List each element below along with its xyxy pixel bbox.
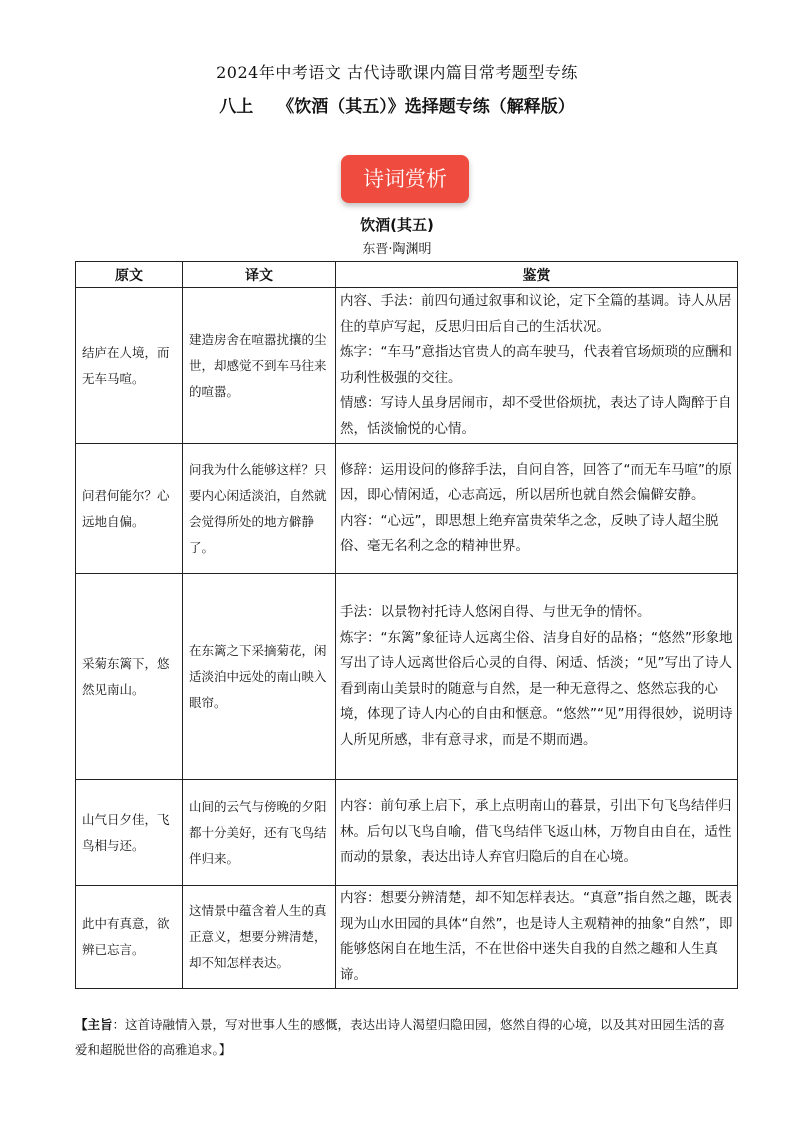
appreciation-text: 内容、手法：前四句通过叙事和议论，定下全篇的基调。诗人从居住的草庐写起，反思归田后自己的生活状况。 (340, 293, 732, 335)
translation-cell: 在东篱之下采摘菊花，闲适淡泊中远处的南山映入眼帘。 (183, 574, 336, 780)
summary-text: ：这首诗融情入景，写对世事人生的感慨，表达出诗人渴望归隐田园，悠然自得的心境，以及其对田园生活的喜爱和超脱世俗的高雅追求。】 (75, 1017, 726, 1057)
appreciation-text: 修辞：运用设问的修辞手法，自问自答，回答了“而无车马喧”的原因，即心情闲适，心志高远，所以居所也就自然会偏僻安静。 (340, 461, 732, 503)
appreciation-cell (336, 444, 738, 574)
page-title: 2024年中考语文 古代诗歌课内篇目常考题型专练 (216, 63, 578, 82)
appreciation-text: 内容：想要分辨清楚，却不知怎样表达。“真意”指自然之趣，既表现为山水田园的具体“自然”，也是诗人主观精神的抽象“自然”，即能够悠闲自在地生活，不在世俗中迷失自我的自然之趣和人生真谛。 (340, 890, 733, 983)
appreciation-cell (336, 886, 738, 989)
poem-title: 饮酒(其五) (360, 216, 434, 234)
appreciation-text: 情感：写诗人虽身居闹市，却不受世俗烦扰，表达了诗人陶醉于自然，恬淡愉悦的心情。 (340, 395, 732, 437)
table-row (76, 288, 738, 444)
table-row (76, 574, 738, 780)
summary-label: 【主旨 (75, 1017, 113, 1032)
original-cell: 问君何能尔？心远地自偏。 (76, 444, 183, 574)
appreciation-text: 内容：前句承上启下，承上点明南山的暮景，引出下句飞鸟结伴归林。后句以飞鸟自喻，借飞鸟结伴飞返山林，万物自由自在，适性而动的景象，表达出诗人弃官归隐后的自在心境。 (340, 798, 732, 866)
analysis-table (75, 261, 738, 989)
poem-author: 东晋·陶渊明 (362, 242, 432, 257)
original-cell: 采菊东篱下，悠然见南山。 (76, 574, 183, 780)
section-badge: 诗词赏析 (341, 155, 469, 203)
table-row (76, 886, 738, 989)
original-cell: 山气日夕佳，飞鸟相与还。 (76, 780, 183, 886)
appreciation-text: 手法：以景物衬托诗人悠闲自得、与世无争的情怀。 (340, 604, 651, 620)
theme-summary (75, 1012, 737, 1062)
column-header-original: 原文 (76, 262, 183, 288)
table-row (76, 444, 738, 574)
topic-label: 《饮酒（其五）》选择题专练（解释版） (277, 97, 575, 117)
appreciation-text: 内容：“心远”，即思想上绝弃富贵荣华之念，反映了诗人超尘脱俗、毫无名利之念的精神世界。 (340, 512, 719, 554)
table-row (76, 780, 738, 886)
table-header-row (76, 262, 738, 288)
original-cell: 此中有真意，欲辨已忘言。 (76, 886, 183, 989)
appreciation-cell (336, 780, 738, 886)
original-cell: 结庐在人境，而无车马喧。 (76, 288, 183, 444)
column-header-translation: 译文 (183, 262, 336, 288)
grade-label: 八上 (219, 97, 254, 117)
translation-cell: 山间的云气与傍晚的夕阳都十分美好，还有飞鸟结伴归来。 (183, 780, 336, 886)
appreciation-cell (336, 574, 738, 780)
column-header-appreciation: 鉴赏 (336, 262, 738, 288)
translation-cell: 问我为什么能够这样？只要内心闲适淡泊，自然就会觉得所处的地方僻静了。 (183, 444, 336, 574)
translation-cell: 建造房舍在喧嚣扰攘的尘世，却感觉不到车马往来的喧嚣。 (183, 288, 336, 444)
appreciation-text: 炼字：“东篱”象征诗人远离尘俗、洁身自好的品格；“悠然”形象地写出了诗人远离世俗后心灵的自得、闲适、恬淡；“见”写出了诗人看到南山美景时的随意与自然，是一种无意得之、悠然忘我的心境，体现了诗人内心的自由和惬意。“悠然”“见”用得很妙，说明诗人所见所感，非有意寻求，而是不期而遇。 (340, 629, 733, 748)
translation-cell: 这情景中蕴含着人生的真正意义，想要分辨清楚，却不知怎样表达。 (183, 886, 336, 989)
page-subtitle (0, 92, 794, 117)
appreciation-cell (336, 288, 738, 444)
appreciation-text: 炼字：“车马”意指达官贵人的高车驶马，代表着官场烦琐的应酬和功利性极强的交往。 (340, 344, 732, 386)
